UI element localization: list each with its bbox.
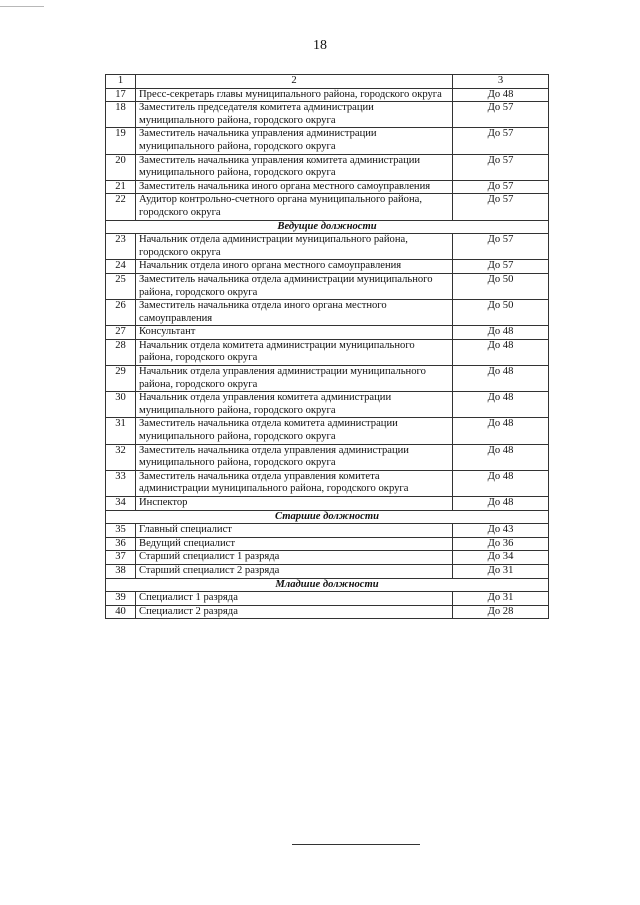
header-cell-2: 2: [136, 75, 453, 89]
position-title: Инспектор: [136, 497, 453, 511]
position-title: Начальник отдела управления комитета администрации муниципального района, городского округа: [136, 392, 453, 418]
row-number: 25: [106, 273, 136, 299]
row-number: 24: [106, 260, 136, 274]
header-cell-1: 1: [106, 75, 136, 89]
position-title: Начальник отдела комитета администрации муниципального района, городского округа: [136, 339, 453, 365]
salary-category: До 48: [453, 339, 549, 365]
position-title: Специалист 1 разряда: [136, 592, 453, 606]
table-row: [106, 234, 549, 260]
row-number: 22: [106, 194, 136, 220]
row-number: 23: [106, 234, 136, 260]
position-title: Консультант: [136, 326, 453, 340]
salary-category: До 57: [453, 260, 549, 274]
table-row: [106, 339, 549, 365]
row-number: 40: [106, 605, 136, 619]
page-number: 18: [313, 38, 327, 53]
salary-category: До 57: [453, 234, 549, 260]
row-number: 32: [106, 444, 136, 470]
salary-category: До 36: [453, 537, 549, 551]
table-row: [106, 180, 549, 194]
row-number: 39: [106, 592, 136, 606]
row-number: 38: [106, 564, 136, 578]
table-row: [106, 300, 549, 326]
row-number: 36: [106, 537, 136, 551]
row-number: 27: [106, 326, 136, 340]
table-row: [106, 551, 549, 565]
salary-category: До 57: [453, 194, 549, 220]
position-title: Начальник отдела иного органа местного самоуправления: [136, 260, 453, 274]
row-number: 17: [106, 88, 136, 102]
row-number: 33: [106, 470, 136, 496]
table-row: [106, 102, 549, 128]
salary-category: До 48: [453, 392, 549, 418]
section-title: Ведущие должности: [106, 220, 549, 234]
salary-category: До 57: [453, 128, 549, 154]
table-row: [106, 392, 549, 418]
table-row: [106, 470, 549, 496]
section-header-row: [106, 578, 549, 592]
position-title: Заместитель начальника иного органа местного самоуправления: [136, 180, 453, 194]
salary-category: До 34: [453, 551, 549, 565]
position-title: Главный специалист: [136, 524, 453, 538]
table-row: [106, 605, 549, 619]
table-row: [106, 326, 549, 340]
table-row: [106, 88, 549, 102]
section-header-row: [106, 510, 549, 524]
salary-category: До 48: [453, 418, 549, 444]
table-row: [106, 260, 549, 274]
row-number: 28: [106, 339, 136, 365]
row-number: 26: [106, 300, 136, 326]
row-number: 34: [106, 497, 136, 511]
salary-category: До 57: [453, 154, 549, 180]
section-header-row: [106, 220, 549, 234]
row-number: 31: [106, 418, 136, 444]
salary-category: До 48: [453, 497, 549, 511]
position-title: Заместитель начальника отдела комитета администрации муниципального района, городского округа: [136, 418, 453, 444]
position-title: Заместитель начальника отдела администрации муниципального района, городского округа: [136, 273, 453, 299]
position-title: Специалист 2 разряда: [136, 605, 453, 619]
salary-category: До 31: [453, 592, 549, 606]
table-row: [106, 418, 549, 444]
section-title: Старшие должности: [106, 510, 549, 524]
salary-category: До 48: [453, 470, 549, 496]
positions-table: [105, 74, 549, 619]
salary-category: До 48: [453, 88, 549, 102]
salary-category: До 28: [453, 605, 549, 619]
bottom-divider-line: [292, 844, 420, 845]
position-title: Начальник отдела администрации муниципального района, городского округа: [136, 234, 453, 260]
salary-category: До 31: [453, 564, 549, 578]
corner-scan-mark: [0, 6, 44, 7]
position-title: Заместитель начальника отдела управления комитета администрации муниципального района, городского округа: [136, 470, 453, 496]
position-title: Заместитель начальника отдела иного органа местного самоуправления: [136, 300, 453, 326]
row-number: 18: [106, 102, 136, 128]
salary-category: До 48: [453, 326, 549, 340]
row-number: 37: [106, 551, 136, 565]
row-number: 20: [106, 154, 136, 180]
table-row: [106, 537, 549, 551]
salary-category: До 43: [453, 524, 549, 538]
table-row: [106, 564, 549, 578]
section-title: Младшие должности: [106, 578, 549, 592]
table-row: [106, 444, 549, 470]
row-number: 21: [106, 180, 136, 194]
salary-category: До 50: [453, 300, 549, 326]
row-number: 35: [106, 524, 136, 538]
table-row: [106, 592, 549, 606]
table-row: [106, 497, 549, 511]
position-title: Заместитель начальника отдела управления администрации муниципального района, городского округа: [136, 444, 453, 470]
position-title: Старший специалист 1 разряда: [136, 551, 453, 565]
position-title: Заместитель начальника управления комитета администрации муниципального района, городского округа: [136, 154, 453, 180]
position-title: Заместитель начальника управления администрации муниципального района, городского округа: [136, 128, 453, 154]
table-row: [106, 128, 549, 154]
salary-category: До 48: [453, 366, 549, 392]
position-title: Пресс-секретарь главы муниципального района, городского округа: [136, 88, 453, 102]
table-row: [106, 366, 549, 392]
header-cell-3: 3: [453, 75, 549, 89]
table-row: [106, 194, 549, 220]
salary-category: До 48: [453, 444, 549, 470]
table-row: [106, 524, 549, 538]
row-number: 30: [106, 392, 136, 418]
salary-category: До 57: [453, 102, 549, 128]
row-number: 19: [106, 128, 136, 154]
position-title: Начальник отдела управления администрации муниципального района, городского округа: [136, 366, 453, 392]
table-body: [106, 75, 549, 619]
position-title: Ведущий специалист: [136, 537, 453, 551]
table-row: [106, 154, 549, 180]
table-row: [106, 273, 549, 299]
row-number: 29: [106, 366, 136, 392]
salary-category: До 50: [453, 273, 549, 299]
table-header-row: [106, 75, 549, 89]
salary-category: До 57: [453, 180, 549, 194]
position-title: Старший специалист 2 разряда: [136, 564, 453, 578]
position-title: Аудитор контрольно-счетного органа муниципального района, городского округа: [136, 194, 453, 220]
position-title: Заместитель председателя комитета администрации муниципального района, городского округа: [136, 102, 453, 128]
